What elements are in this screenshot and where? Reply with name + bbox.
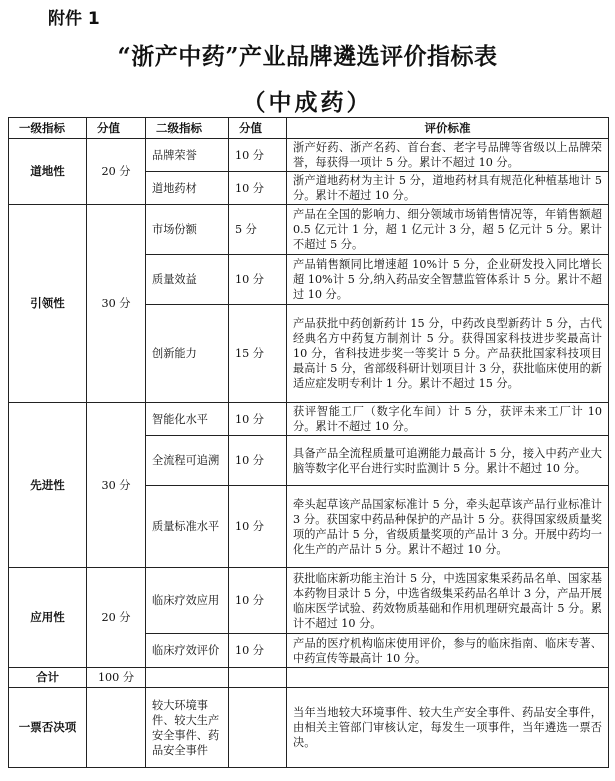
empty-cell bbox=[229, 668, 287, 688]
criteria-cell: 牵头起草该产品国家标准计 5 分，牵头起草该产品行业标准计 3 分。获国家中药品种保护的产品计 5 分。获得国家级质量奖项的产品计 5 分，省级质量奖项的产品计 3 分。开展中药均一化生产的产品计 5 分。累计不超过 10 分。 bbox=[287, 486, 609, 568]
empty-cell bbox=[146, 668, 229, 688]
level2-score: 15 分 bbox=[229, 305, 287, 403]
level1-score: 30 分 bbox=[87, 403, 146, 568]
level2-cell: 市场份额 bbox=[146, 205, 229, 255]
level1-cell: 应用性 bbox=[9, 568, 87, 668]
level2-score: 10 分 bbox=[229, 634, 287, 668]
level2-score: 10 分 bbox=[229, 172, 287, 205]
level2-cell: 创新能力 bbox=[146, 305, 229, 403]
total-label: 合计 bbox=[9, 668, 87, 688]
header-row bbox=[9, 118, 609, 139]
empty-cell bbox=[287, 668, 609, 688]
veto-row bbox=[9, 688, 609, 768]
table-row bbox=[9, 568, 609, 634]
annex-label: 附件 1 bbox=[48, 9, 100, 29]
criteria-cell: 具备产品全流程质量可追溯能力最高计 5 分，接入中药产业大脑等数字化平台进行实时监测计 5 分。累计不超过 10 分。 bbox=[287, 436, 609, 486]
level2-cell: 临床疗效评价 bbox=[146, 634, 229, 668]
veto-label: 一票否决项 bbox=[9, 688, 87, 768]
criteria-cell: 获评智能工厂（数字化车间）计 5 分，获评未来工厂计 10 分。累计不超过 10 分。 bbox=[287, 403, 609, 436]
header-level2: 二级指标 bbox=[146, 118, 229, 139]
level2-cell: 质量标准水平 bbox=[146, 486, 229, 568]
level1-score: 20 分 bbox=[87, 139, 146, 205]
criteria-cell: 产品的医疗机构临床使用评价，参与的临床指南、临床专著、中药宣传等最高计 10 分。 bbox=[287, 634, 609, 668]
header-level1: 一级指标 bbox=[9, 118, 87, 139]
table-row bbox=[9, 205, 609, 255]
level2-cell: 质量效益 bbox=[146, 255, 229, 305]
evaluation-table bbox=[8, 117, 609, 768]
level2-score: 10 分 bbox=[229, 568, 287, 634]
total-score: 100 分 bbox=[87, 668, 146, 688]
level2-score: 10 分 bbox=[229, 139, 287, 172]
empty-cell bbox=[87, 688, 146, 768]
criteria-cell: 产品销售额同比增速超 10%计 5 分，企业研发投入同比增长超 10%计 5 分,纳入药品安全智慧监管体系计 5 分。累计不超过 10 分。 bbox=[287, 255, 609, 305]
header-score1: 分值 bbox=[87, 118, 146, 139]
level2-score: 5 分 bbox=[229, 205, 287, 255]
page-title: “浙产中药”产业品牌遴选评价指标表 bbox=[117, 43, 498, 70]
level2-cell: 智能化水平 bbox=[146, 403, 229, 436]
criteria-cell: 产品获批中药创新药计 15 分，中药改良型新药计 5 分，古代经典名方中药复方制剂计 5 分。获得国家科技进步奖最高计 10 分，省科技进步奖一等奖计 5 分。产品获批国家科技项目最高计 5 分，省部级科研计划项目计 3 分，获批临床使用的新适应症发明专利计 1 分。累计不超过 15 分。 bbox=[287, 305, 609, 403]
header-score2: 分值 bbox=[229, 118, 287, 139]
table-row bbox=[9, 139, 609, 172]
criteria-cell: 浙产好药、浙产名药、首台套、老字号品牌等省级以上品牌荣誉，每获得一项计 5 分。累计不超过 10 分。 bbox=[287, 139, 609, 172]
criteria-cell: 浙产道地药材为主计 5 分，道地药材具有规范化种植基地计 5 分。累计不超过 10 分。 bbox=[287, 172, 609, 205]
header-criteria: 评价标准 bbox=[287, 118, 609, 139]
level2-score: 10 分 bbox=[229, 403, 287, 436]
level2-cell: 道地药材 bbox=[146, 172, 229, 205]
level1-cell: 引领性 bbox=[9, 205, 87, 403]
level2-score: 10 分 bbox=[229, 436, 287, 486]
level1-score: 20 分 bbox=[87, 568, 146, 668]
level1-score: 30 分 bbox=[87, 205, 146, 403]
level2-score: 10 分 bbox=[229, 486, 287, 568]
level1-cell: 道地性 bbox=[9, 139, 87, 205]
empty-cell bbox=[229, 688, 287, 768]
total-row bbox=[9, 668, 609, 688]
level2-cell: 品牌荣誉 bbox=[146, 139, 229, 172]
criteria-cell: 获批临床新功能主治计 5 分，中选国家集采药品名单、国家基本药物目录计 5 分，中选省级集采药品名单计 3 分，产品开展临床医学试验、药效物质基础和作用机理研究最高计 5 分。累计不超过 10 分。 bbox=[287, 568, 609, 634]
level1-cell: 先进性 bbox=[9, 403, 87, 568]
table-row bbox=[9, 403, 609, 436]
page-subtitle: （中成药） bbox=[242, 89, 373, 116]
level2-cell: 全流程可追溯 bbox=[146, 436, 229, 486]
level2-cell: 临床疗效应用 bbox=[146, 568, 229, 634]
veto-item: 较大环境事件、较大生产安全事件、药品安全事件 bbox=[146, 688, 229, 768]
criteria-cell: 产品在全国的影响力、细分领域市场销售情况等，年销售额超 0.5 亿元计 1 分，超 1 亿元计 3 分，超 5 亿元计 5 分。累计不超过 5 分。 bbox=[287, 205, 609, 255]
veto-criteria: 当年当地较大环境事件、较大生产安全事件、药品安全事件，由相关主管部门审核认定，每发生一项事件，当年遴选一票否决。 bbox=[287, 688, 609, 768]
level2-score: 10 分 bbox=[229, 255, 287, 305]
